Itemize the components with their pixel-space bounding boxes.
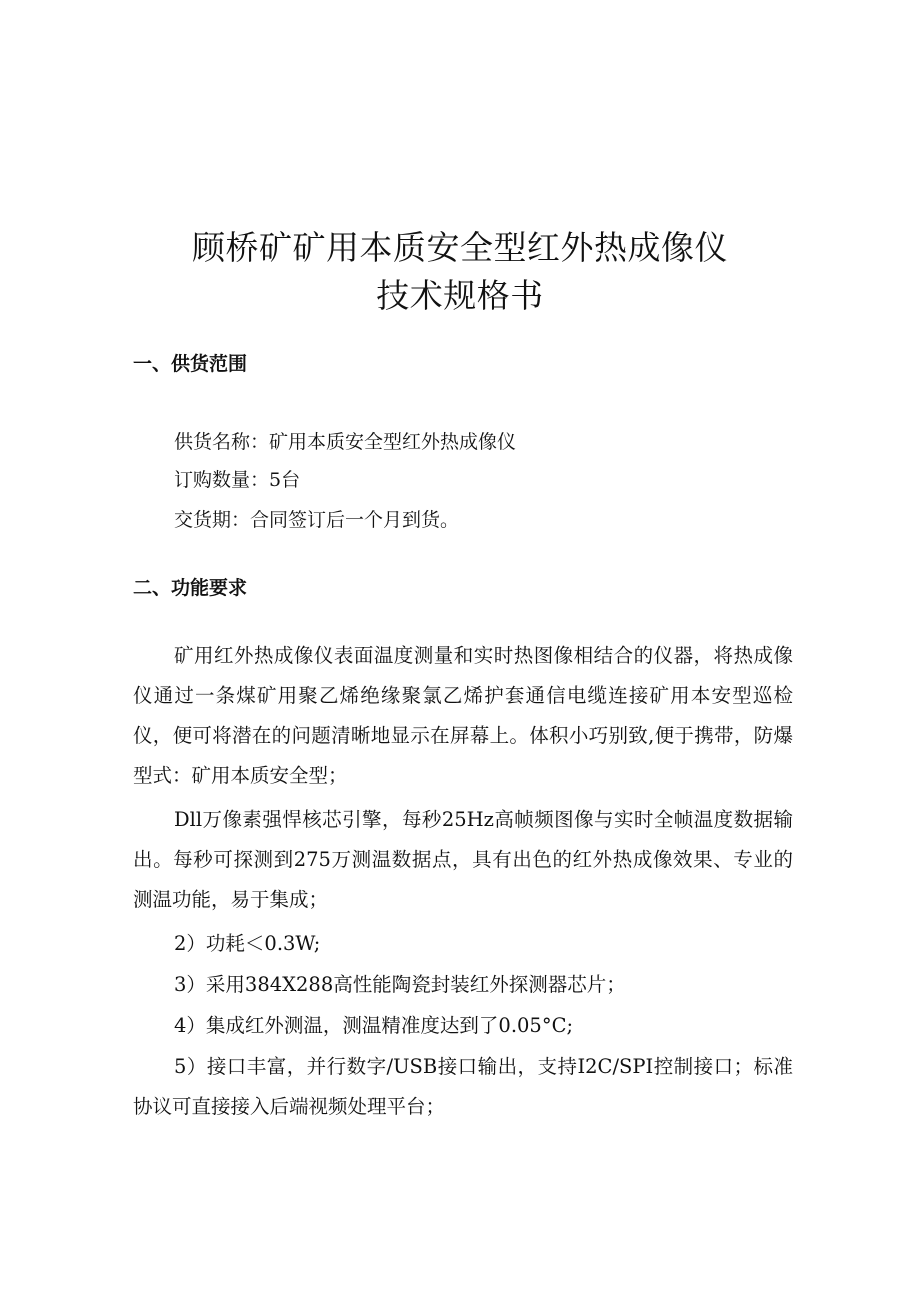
document-title: 顾桥矿矿用本质安全型红外热成像仪 [192,228,728,267]
requirement-item-2: 2）功耗＜0.3W; [174,932,321,955]
requirement-item-5: 5）接口丰富，并行数字/USB接口输出，支持I2C/SPI控制接口；标准协议可直接接入后端视频处理平台； [133,1055,793,1118]
requirement-item-4: 4）集成红外测温，测温精准度达到了0.05°C; [174,1014,574,1037]
delivery-period-line: 交货期：合同签订后一个月到货。 [174,509,460,531]
function-paragraph-engine: Dll万像素强悍核芯引擎，每秒25Hz高帧频图像与实时全帧温度数据输出。每秒可探测到275万测温数据点，具有出色的红外热成像效果、专业的测温功能，易于集成； [133,808,793,911]
requirement-item-3: 3）采用384X288高性能陶瓷封装红外探测器芯片； [174,973,626,996]
supply-name-line: 供货名称：矿用本质安全型红外热成像仪 [174,431,517,453]
order-quantity-line: 订购数量：5台 [174,469,301,491]
section-heading-function-requirements: 二、功能要求 [133,577,248,599]
function-paragraph-intro: 矿用红外热成像仪表面温度测量和实时热图像相结合的仪器，将热成像仪通过一条煤矿用聚乙烯绝缘聚氯乙烯护套通信电缆连接矿用本安型巡检仪，便可将潜在的问题清晰地显示在屏幕上。体积小巧别致,便于携带，防爆型式：矿用本质安全型； [133,644,793,787]
document-subtitle: 技术规格书 [376,276,544,315]
section-heading-supply-scope: 一、供货范围 [133,353,248,375]
